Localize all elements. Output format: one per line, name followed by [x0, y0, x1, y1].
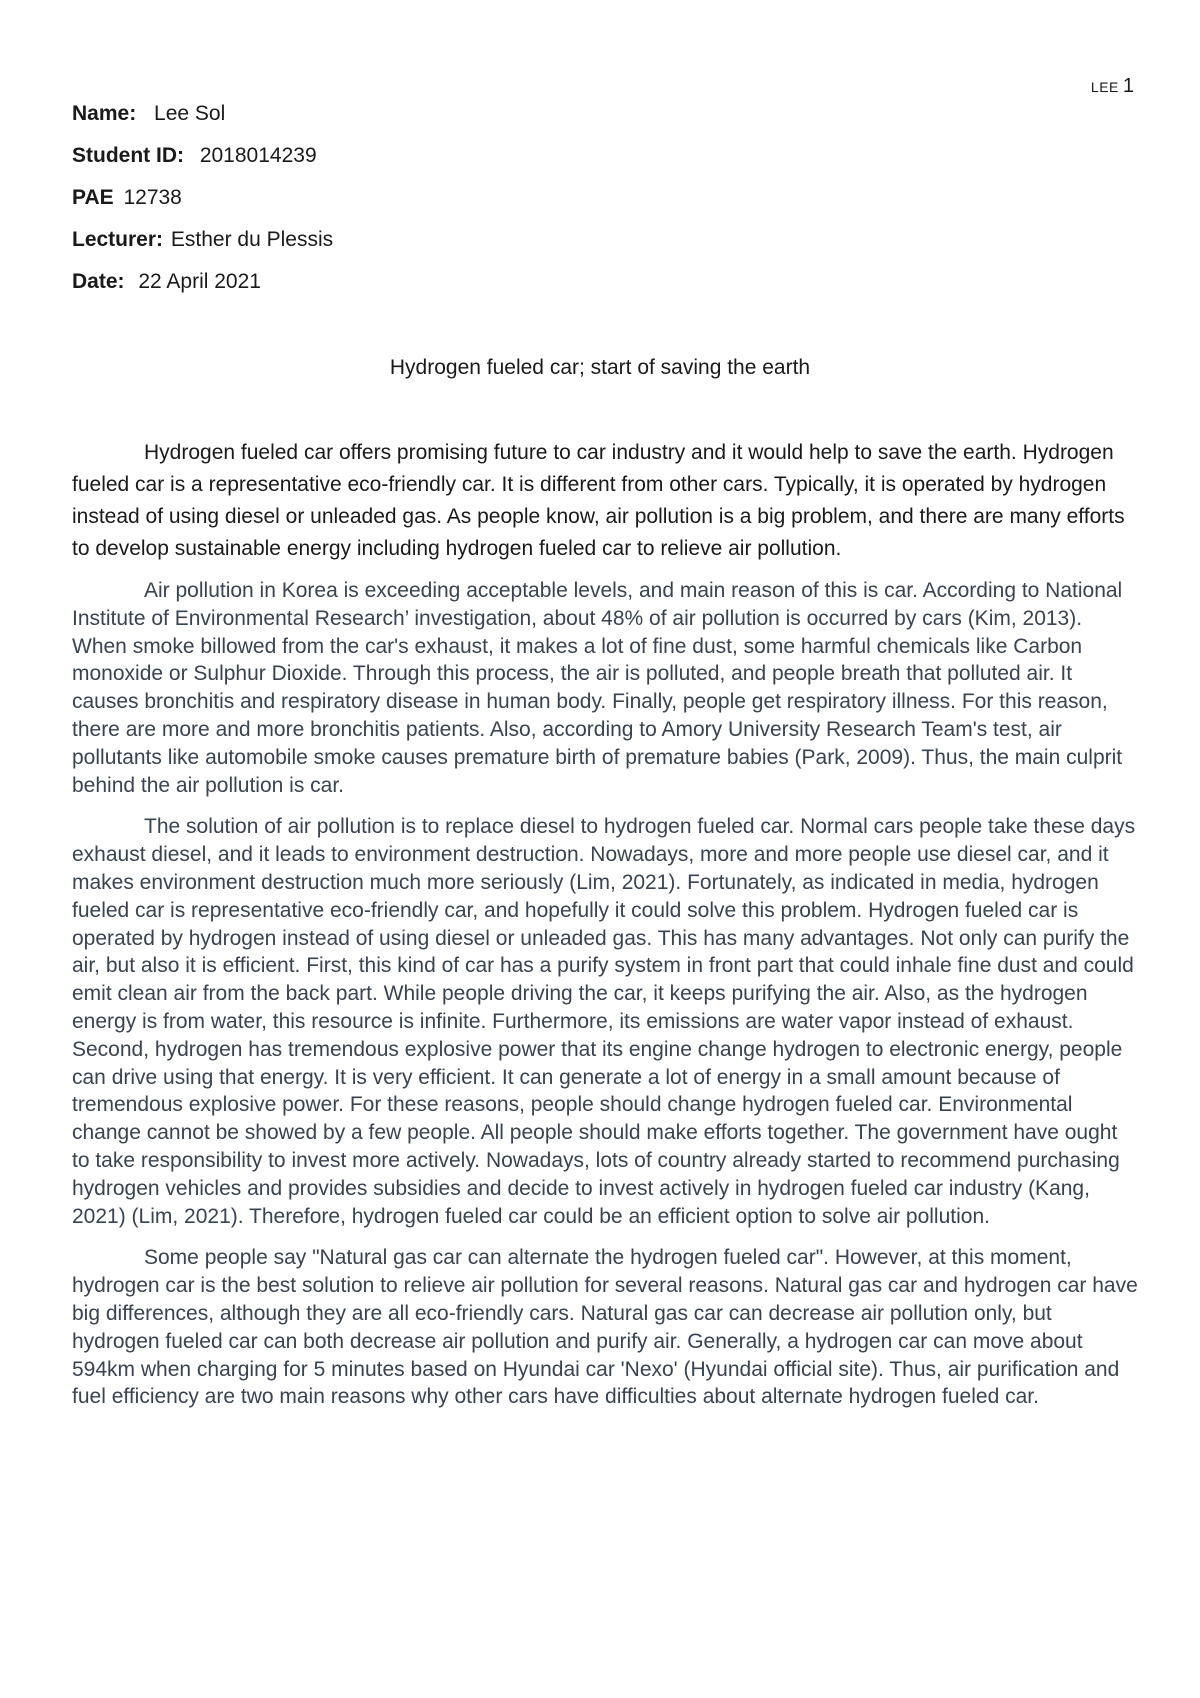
paragraph-air-pollution: Air pollution in Korea is exceeding acceptable levels, and main reason of this is car. According to National Institute of Environmental Research’ investigation, about 48% of air pollution is occurred by cars (Kim, 2013). When smoke billowed from the car's exhaust, it makes a lot of fine dust, some harmful chemicals like Carbon monoxide or Sulphur Dioxide. Through this process, the air is polluted, and people breath that polluted air. It causes bronchitis and respiratory disease in human body. Finally, people get respiratory illness. For this reason, there are more and more bronchitis patients. Also, according to Amory University Research Team's test, air pollutants like automobile smoke causes premature birth of premature babies (Park, 2009). Thus, the main culprit behind the air pollution is car.	[72, 579, 1123, 797]
page-header-surname: LEE	[1090, 79, 1119, 95]
page-number-value: 1	[1122, 75, 1134, 97]
paragraph-counterargument: Some people say "Natural gas car can alternate the hydrogen fueled car". However, at this moment, hydrogen car is the best solution to relieve air pollution for several reasons. Natural gas car and hydrogen car have big differences, although they are all eco-friendly cars. Natural gas car can decrease air pollution only, but hydrogen fueled car can both decrease air pollution and purify air. Generally, a hydrogen car can move about 594km when charging for 5 minutes based on Hyundai car 'Nexo' (Hyundai official site). Thus, air purification and fuel efficiency are two main reasons why other cars have difficulties about alternate hydrogen fueled car.	[72, 1246, 1138, 1409]
date-value: 22 April 2021	[138, 270, 261, 293]
page-number	[1091, 76, 1134, 96]
date-label: Date:	[72, 270, 125, 293]
pae-line	[72, 184, 972, 212]
student-id-value: 2018014239	[199, 144, 317, 167]
essay-body	[72, 437, 1140, 1425]
student-info-block	[72, 100, 972, 310]
student-id-label: Student ID:	[72, 144, 184, 167]
lecturer-label: Lecturer:	[72, 228, 164, 251]
paragraph-solution: The solution of air pollution is to replace diesel to hydrogen fueled car. Normal cars people take these days exhaust diesel, and it leads to environment destruction. Nowadays, more and more people use diesel car, and it makes environment destruction much more seriously (Lim, 2021). Fortunately, as indicated in media, hydrogen fueled car is representative eco-friendly car, and hopefully it could solve this problem. Hydrogen fueled car is operated by hydrogen instead of using diesel or unleaded gas. This has many advantages. Not only can purify the air, but also it is efficient. First, this kind of car has a purify system in front part that could inhale fine dust and could emit clean air from the back part. While people driving the car, it keeps purifying the air. Also, as the hydrogen energy is from water, this resource is infinite. Furthermore, its emissions are water vapor instead of exhaust. Second, hydrogen has tremendous explosive power that its engine change hydrogen to electronic energy, people can drive using that energy. It is very efficient. It can generate a lot of energy in a small amount because of tremendous explosive power. For these reasons, people should change hydrogen fueled car. Environmental change cannot be showed by a few people. All people should make efforts together. The government have ought to take responsibility to invest more actively. Nowadays, lots of country already started to recommend purchasing hydrogen vehicles and provides subsidies and decide to invest actively in hydrogen fueled car industry (Kang, 2021) (Lim, 2021). Therefore, hydrogen fueled car could be an efficient option to solve air pollution.	[72, 815, 1136, 1228]
paragraph-intro: Hydrogen fueled car offers promising future to car industry and it would help to save the earth. Hydrogen fueled car is a representative eco-friendly car. It is different from other cars. Typically, it is operated by hydrogen instead of using diesel or unleaded gas. As people know, air pollution is a big problem, and there are many efforts to develop sustainable energy including hydrogen fueled car to relieve air pollution.	[72, 441, 1125, 560]
pae-value: 12738	[123, 186, 182, 209]
name-value: Lee Sol	[154, 102, 226, 125]
pae-label: PAE	[72, 186, 114, 209]
lecturer-line	[72, 226, 972, 254]
name-line	[72, 100, 972, 128]
essay-title: Hydrogen fueled car; start of saving the earth	[389, 356, 811, 379]
name-label: Name:	[72, 102, 137, 125]
lecturer-value: Esther du Plessis	[170, 228, 334, 251]
student-id-line	[72, 142, 972, 170]
date-line	[72, 268, 972, 296]
